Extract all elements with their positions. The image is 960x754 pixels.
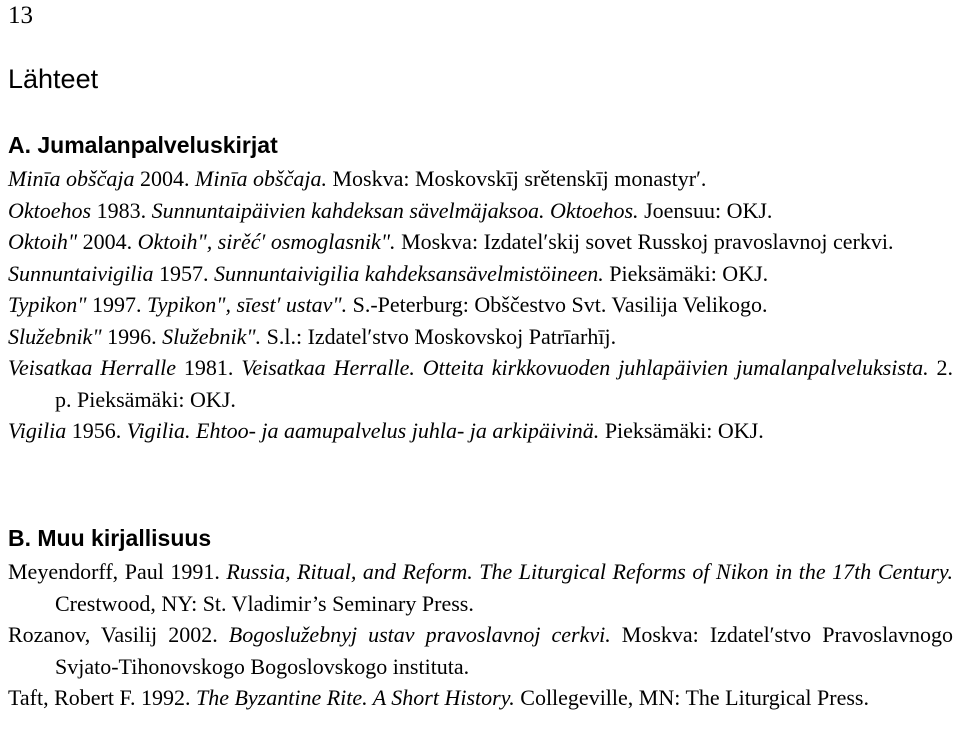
reference-text: Moskva: Izdatel′stvo Pravoslavnogo Svjato-Tihonovskogo Bogoslovskogo instituta. [55, 622, 953, 679]
reference-text: 1981. [176, 355, 242, 380]
reference-text: Moskva: Izdatel′skij sovet Russkoj pravoslavnoj cerkvi. [395, 229, 894, 254]
reference-text: Joensuu: OKJ. [638, 197, 773, 223]
reference-title: Typikon" [8, 292, 87, 317]
reference-title: Veisatkaa Herralle. Otteita kirkkovuoden juhlapäivien jumalanpalveluksista. [241, 355, 929, 380]
reference-entry [8, 258, 953, 290]
reference-title: Sunnuntaivigilia [8, 260, 154, 286]
reference-text: Rozanov, Vasilij 2002. [8, 622, 229, 647]
reference-text: Pieksämäki: OKJ. [599, 418, 764, 443]
reference-title: Typikon", sīest′ ustav". [146, 292, 348, 317]
reference-title: Bogoslužebnyj ustav pravoslavnoj cerkvi. [228, 622, 611, 647]
reference-title: Sunnuntaivigilia kahdeksansävelmistöineen. [213, 260, 604, 286]
reference-title: The Byzantine Rite. A Short History. [195, 685, 515, 710]
reference-text: S.-Peterburg: Obščestvo Svt. Vasilija Velikogo. [347, 292, 768, 317]
reference-title: Služebnik" [8, 323, 102, 349]
reference-list-other-literature [8, 556, 953, 714]
reference-text: 1956. [66, 418, 127, 443]
reference-entry [8, 619, 953, 682]
reference-title: Minīa obščaja. [195, 166, 327, 191]
reference-entry [8, 163, 953, 195]
reference-text: 1983. [91, 197, 152, 223]
reference-title: Russia, Ritual, and Reform. The Liturgical Reforms of Nikon in the 17th Century. [226, 559, 953, 584]
reference-title: Oktoehos [8, 197, 92, 223]
reference-text: Moskva: Moskovskīj srětenskīj monastyr′. [327, 166, 707, 191]
reference-title: Oktoih", sirěć′ osmoglasnik". [137, 229, 396, 254]
reference-title: Služebnik". [162, 323, 262, 349]
reference-entry [8, 226, 953, 258]
page-title: Lähteet [8, 64, 99, 94]
reference-text: 1997. [86, 292, 147, 317]
reference-text: Meyendorff, Paul 1991. [8, 559, 227, 584]
reference-title: Sunnuntaipäivien kahdeksan sävelmäjaksoa. Oktoehos. [151, 197, 639, 223]
reference-text: Collegeville, MN: The Liturgical Press. [514, 685, 869, 710]
reference-text: S.l.: Izdatel′stvo Moskovskoj Patrīarhīj. [261, 323, 617, 349]
reference-title: Vigilia [8, 418, 67, 443]
reference-entry [8, 195, 953, 227]
section-heading-other-literature: B. Muu kirjallisuus [8, 525, 212, 551]
section-heading-liturgical-books: A. Jumalanpalveluskirjat [8, 132, 278, 158]
reference-text: 2004. [77, 229, 138, 254]
page-number: 13 [8, 2, 33, 29]
reference-text: 2. p. Pieksämäki: OKJ. [55, 355, 953, 412]
reference-entry [8, 415, 953, 447]
reference-entry [8, 289, 953, 321]
reference-title: Vigilia. Ehtoo- ja aamupalvelus juhla- ja arkipäivinä. [126, 418, 600, 443]
reference-entry [8, 321, 953, 353]
reference-entry [8, 556, 953, 619]
reference-title: Oktoih" [8, 229, 78, 254]
reference-text: 1996. [101, 323, 163, 349]
reference-title: Minīa obščaja [8, 166, 135, 191]
reference-text: Pieksämäki: OKJ. [603, 260, 769, 286]
reference-text: 2004. [134, 166, 195, 191]
reference-entry [8, 352, 953, 415]
reference-text: Crestwood, NY: St. Vladimir’s Seminary Press. [55, 590, 474, 616]
reference-text: Taft, Robert F. 1992. [8, 685, 196, 710]
reference-title: Veisatkaa Herralle [8, 355, 176, 380]
reference-text: 1957. [153, 260, 214, 286]
reference-list-liturgical-books [8, 163, 953, 447]
reference-entry [8, 682, 953, 714]
